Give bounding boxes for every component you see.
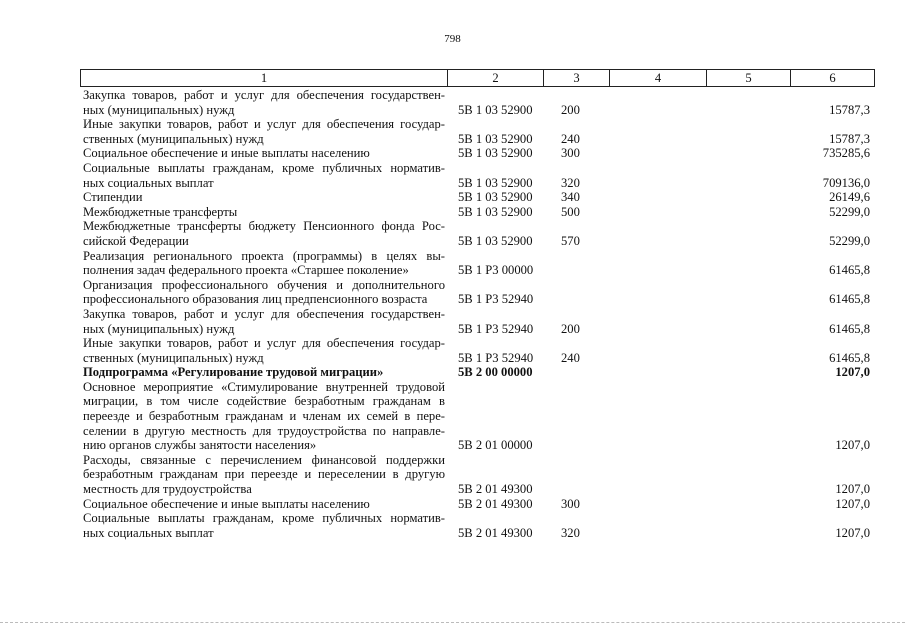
row-description xyxy=(83,219,445,248)
header-col-1: 1 xyxy=(81,70,448,86)
table-row xyxy=(83,161,870,190)
row-expense-type: 500 xyxy=(561,204,580,219)
row-amount: 735285,6 xyxy=(822,146,870,161)
row-amount: 709136,0 xyxy=(822,175,870,190)
table-row xyxy=(83,219,870,248)
row-code: 5В 1 Р3 52940 xyxy=(458,321,534,336)
row-expense-type: 340 xyxy=(561,190,580,205)
row-expense-type: 320 xyxy=(561,525,580,540)
description-line: Закупка товаров, работ и услуг для обеспечения государствен- xyxy=(83,88,445,102)
row-code: 5В 1 03 52900 xyxy=(458,204,533,219)
row-code: 5В 1 03 52900 xyxy=(458,190,533,205)
row-description xyxy=(83,307,445,336)
table-body xyxy=(83,88,870,540)
header-col-2: 2 xyxy=(448,70,544,86)
table-row xyxy=(83,146,870,161)
row-amount: 1207,0 xyxy=(835,482,870,497)
table-row xyxy=(83,365,870,380)
row-code: 5В 1 03 52900 xyxy=(458,131,533,146)
description-line: ных социальных выплат xyxy=(83,525,214,540)
row-description xyxy=(83,278,445,307)
row-amount: 1207,0 xyxy=(835,525,870,540)
description-line: ных (муниципальных) нужд xyxy=(83,321,235,336)
scan-edge xyxy=(0,622,905,623)
row-description xyxy=(83,117,445,146)
table-row xyxy=(83,278,870,307)
row-description xyxy=(83,453,445,497)
header-col-4: 4 xyxy=(610,70,707,86)
row-description xyxy=(83,205,445,220)
table-row xyxy=(83,88,870,117)
description-line: Основное мероприятие «Стимулирование внутренней трудовой xyxy=(83,379,445,394)
row-expense-type: 200 xyxy=(561,102,580,117)
row-code: 5В 1 Р3 52940 xyxy=(458,350,534,365)
description-line: Социальные выплаты гражданам, кроме публичных норматив- xyxy=(83,160,445,175)
row-code: 5В 2 01 49300 xyxy=(458,525,533,540)
description-line: переезде и безработным гражданам и членам их семей в пере- xyxy=(83,409,445,424)
row-amount: 15787,3 xyxy=(829,131,870,146)
description-line: Социальные выплаты гражданам, кроме публичных норматив- xyxy=(83,511,445,526)
row-expense-type: 300 xyxy=(561,496,580,511)
row-expense-type: 570 xyxy=(561,233,580,248)
table-row xyxy=(83,453,870,497)
header-col-3: 3 xyxy=(544,70,610,86)
row-code: 5В 1 03 52900 xyxy=(458,146,533,161)
table-row xyxy=(83,117,870,146)
row-description xyxy=(83,365,445,380)
row-description xyxy=(83,190,445,205)
row-expense-type: 240 xyxy=(561,350,580,365)
description-line: Социальное обеспечение и иные выплаты населению xyxy=(83,146,370,161)
row-amount: 15787,3 xyxy=(829,102,870,117)
table-row xyxy=(83,497,870,512)
description-line: ных (муниципальных) нужд xyxy=(83,102,235,117)
row-amount: 1207,0 xyxy=(835,496,870,511)
table-header xyxy=(80,69,875,87)
row-expense-type: 200 xyxy=(561,321,580,336)
table-row xyxy=(83,190,870,205)
row-amount: 61465,8 xyxy=(829,292,870,307)
row-code: 5В 2 01 00000 xyxy=(458,438,533,453)
description-line: ных социальных выплат xyxy=(83,175,214,190)
description-line: полнения задач федерального проекта «Старшее поколение» xyxy=(83,263,409,278)
description-line: миграции, в том числе содействие безработным гражданам в xyxy=(83,394,445,409)
row-amount: 61465,8 xyxy=(829,263,870,278)
description-line: Межбюджетные трансферты бюджету Пенсионного фонда Рос- xyxy=(83,219,445,234)
description-line: ственных (муниципальных) нужд xyxy=(83,350,264,365)
page-number: 798 xyxy=(444,33,461,45)
table-row xyxy=(83,249,870,278)
row-amount: 61465,8 xyxy=(829,350,870,365)
row-amount: 1207,0 xyxy=(835,438,870,453)
table-row xyxy=(83,336,870,365)
row-code: 5В 2 01 49300 xyxy=(458,496,533,511)
row-amount: 52299,0 xyxy=(829,204,870,219)
row-description xyxy=(83,88,445,117)
row-expense-type: 320 xyxy=(561,175,580,190)
description-line: Организация профессионального обучения и дополнительного xyxy=(83,277,445,292)
row-description xyxy=(83,497,445,512)
row-code: 5В 1 03 52900 xyxy=(458,233,533,248)
row-code: 5В 1 Р3 00000 xyxy=(458,263,534,278)
header-col-6: 6 xyxy=(829,71,836,85)
description-line: нию органов службы занятости населения» xyxy=(83,438,317,453)
row-description xyxy=(83,336,445,365)
description-line: Иные закупки товаров, работ и услуг для обеспечения государ- xyxy=(83,117,445,132)
description-line: безработным гражданам при переезде и переселении в другую xyxy=(83,467,445,482)
description-line: Расходы, связанные с перечислением финансовой поддержки xyxy=(83,452,445,467)
description-line: ственных (муниципальных) нужд xyxy=(83,131,264,146)
description-line: Реализация регионального проекта (программы) в целях вы- xyxy=(83,248,445,263)
row-amount: 26149,6 xyxy=(829,190,870,205)
description-line: сийской Федерации xyxy=(83,233,189,248)
description-line: селении в другую местность для трудоустройства по направле- xyxy=(83,423,445,438)
row-expense-type: 240 xyxy=(561,131,580,146)
row-description xyxy=(83,161,445,190)
description-line: профессионального образования лиц предпенсионного возраста xyxy=(83,292,428,307)
row-description xyxy=(83,380,445,453)
description-line: Социальное обеспечение и иные выплаты населению xyxy=(83,496,370,511)
description-line: Межбюджетные трансферты xyxy=(83,204,238,219)
description-line: Закупка товаров, работ и услуг для обеспечения государствен- xyxy=(83,306,445,321)
row-code: 5В 1 Р3 52940 xyxy=(458,292,534,307)
row-code: 5В 2 01 49300 xyxy=(458,482,533,497)
row-description xyxy=(83,146,445,161)
row-description xyxy=(83,249,445,278)
table-row xyxy=(83,511,870,540)
row-amount: 52299,0 xyxy=(829,233,870,248)
description-line: Иные закупки товаров, работ и услуг для обеспечения государ- xyxy=(83,336,445,351)
table-row xyxy=(83,380,870,453)
row-description xyxy=(83,511,445,540)
row-expense-type: 300 xyxy=(561,146,580,161)
row-amount: 1207,0 xyxy=(835,365,870,380)
table-row xyxy=(83,205,870,220)
description-line: местность для трудоустройства xyxy=(83,482,252,497)
header-col-5: 5 xyxy=(707,70,791,86)
row-code: 5В 1 03 52900 xyxy=(458,102,533,117)
row-code: 5В 1 03 52900 xyxy=(458,175,533,190)
row-code: 5В 2 00 00000 xyxy=(458,365,533,380)
description-line: Стипендии xyxy=(83,190,143,205)
row-amount: 61465,8 xyxy=(829,321,870,336)
table-row xyxy=(83,307,870,336)
description-line: Подпрограмма «Регулирование трудовой миграции» xyxy=(83,365,384,380)
